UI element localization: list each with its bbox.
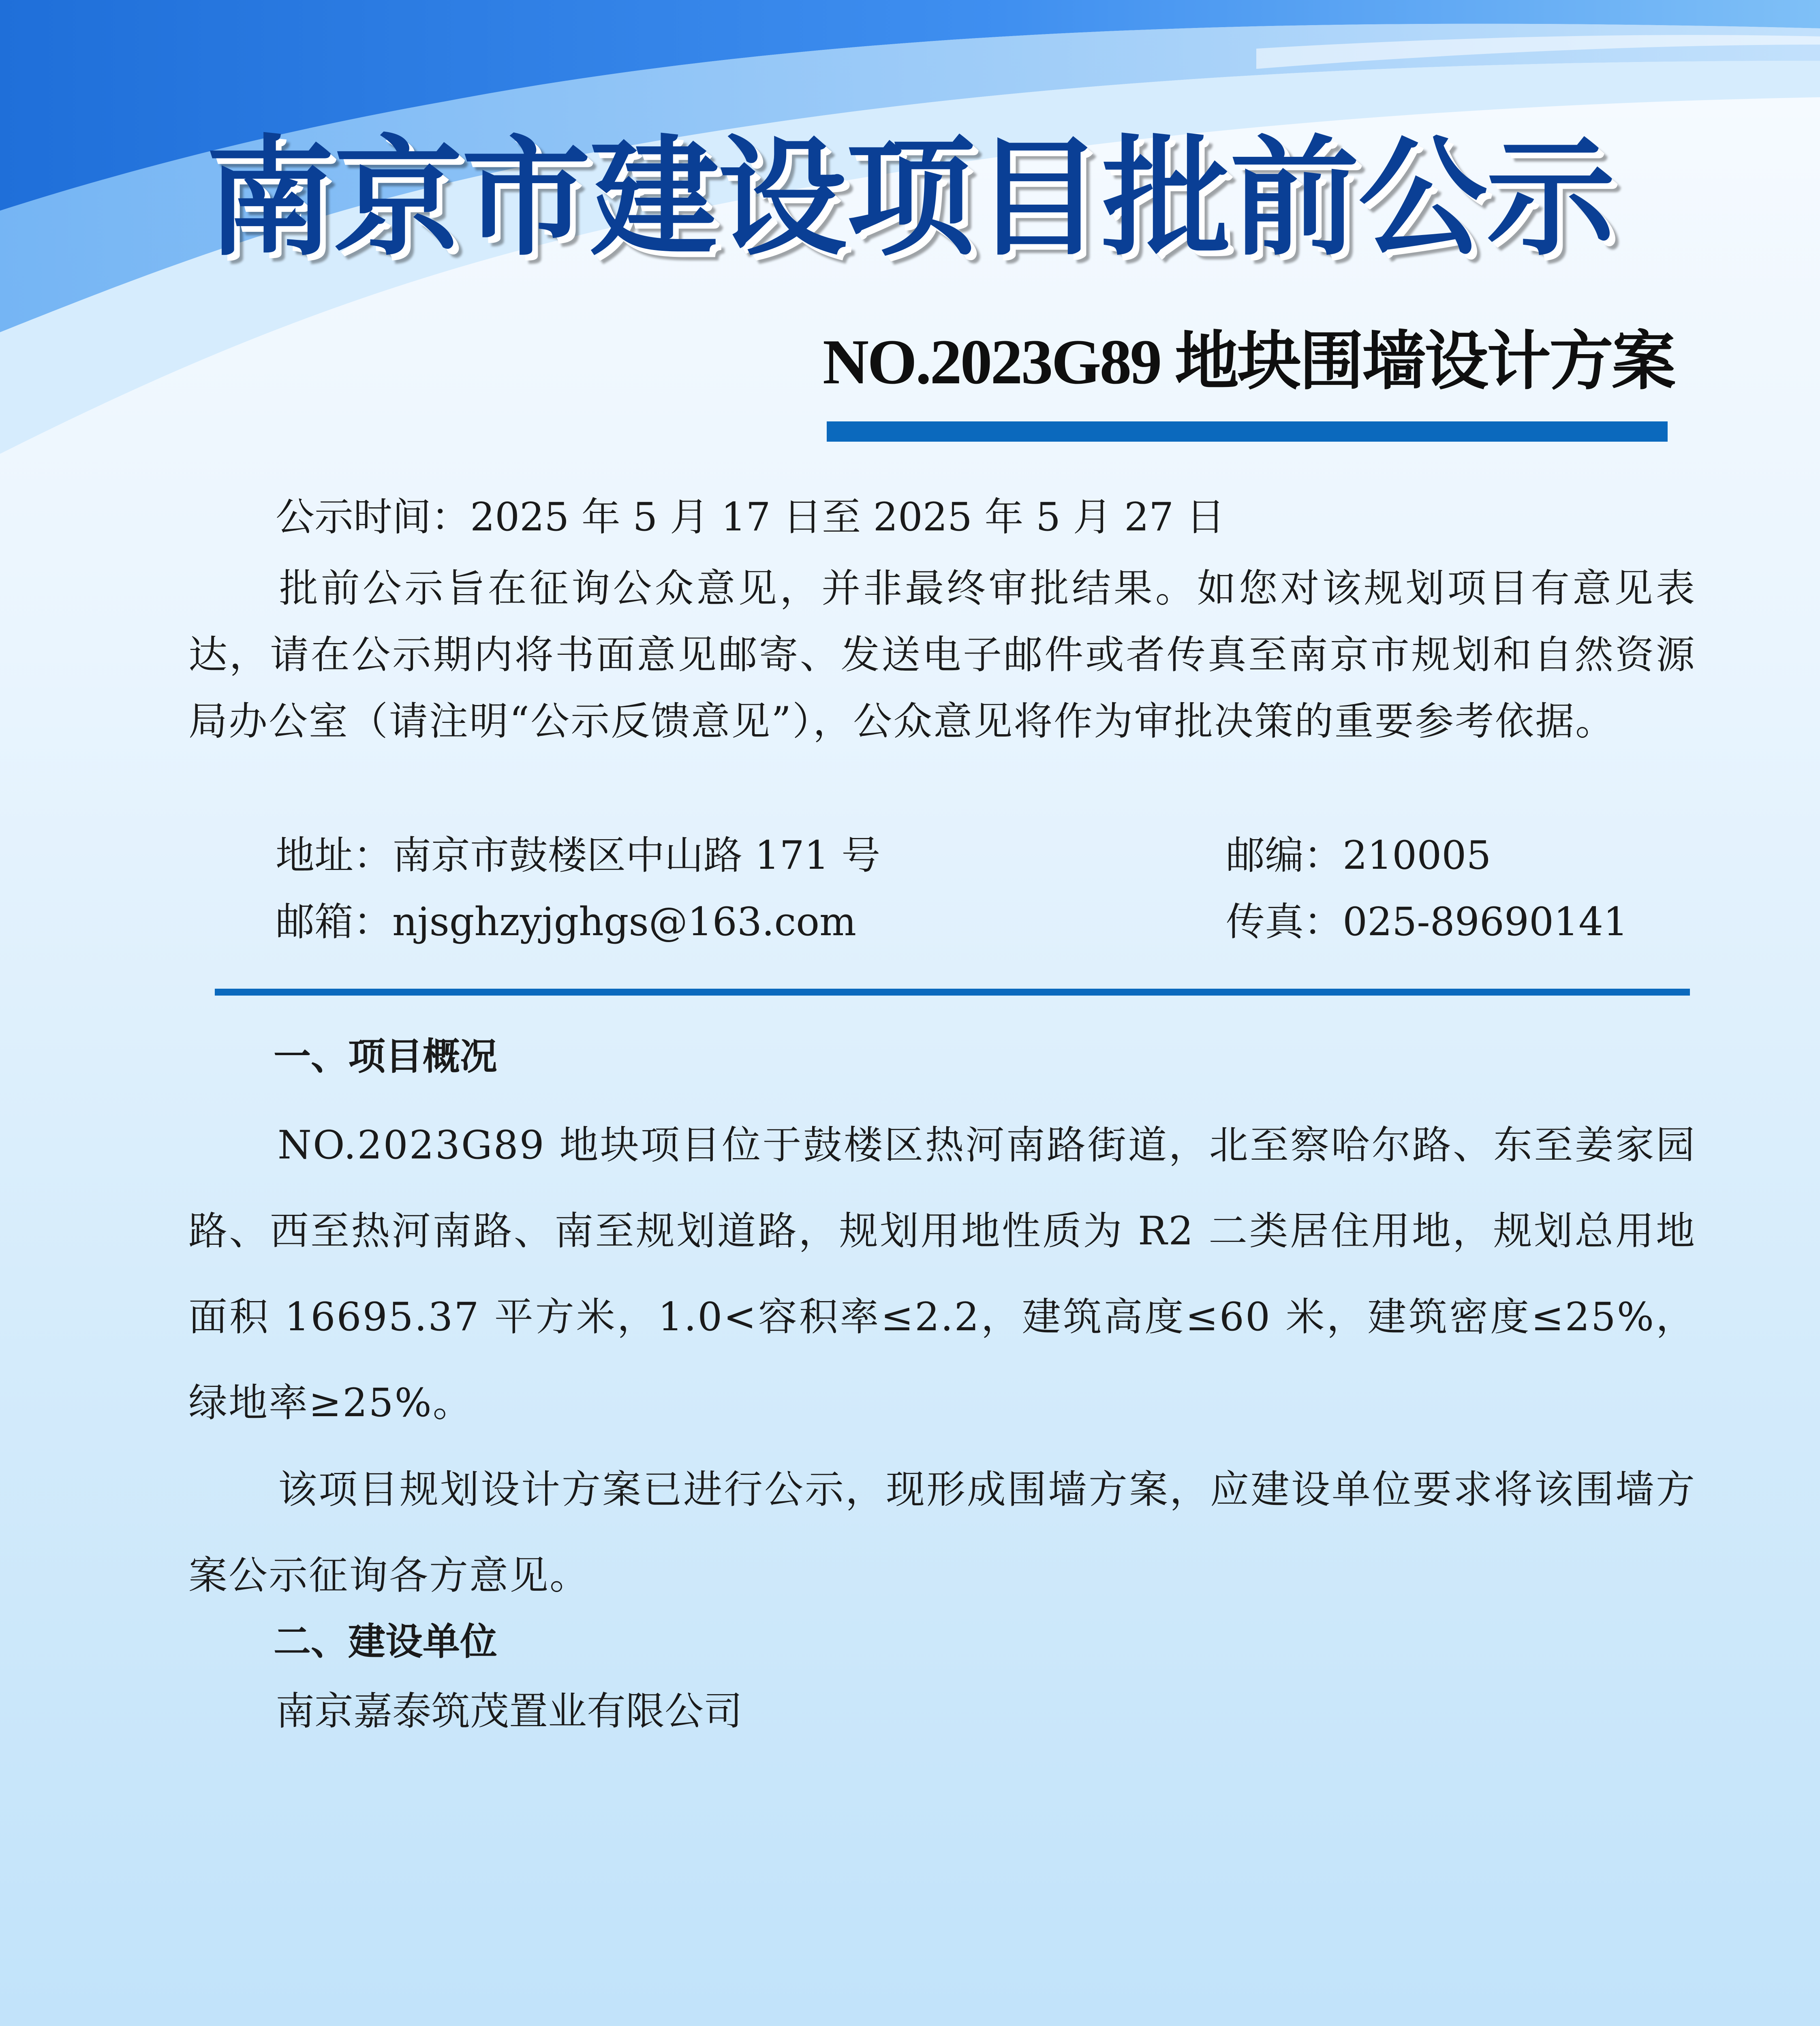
developer-name: 南京嘉泰筑茂置业有限公司	[276, 1688, 742, 1734]
notice-email: 邮箱：njsghzyjghgs@163.com	[276, 899, 857, 945]
notice-text	[188, 555, 1696, 754]
section-heading-developer: 二、建设单位	[274, 1620, 498, 1663]
overview-paragraph	[188, 1447, 1696, 1618]
subtitle-underline	[827, 421, 1668, 442]
page-title: 南京市建设项目批前公示	[205, 123, 1615, 273]
overview-paragraph-text: NO.2023G89 地块项目位于鼓楼区热河南路街道，北至察哈尔路、东至姜家园路、西至热河南路、南至规划道路，规划用地性质为 R2 二类居住用地，规划总用地面积 16695.37 平方米，1.0<容积率≤2.2，建筑高度≤60 米，建筑密度≤25%，绿地率≥25%。	[188, 1122, 1696, 1425]
notice-address: 地址：南京市鼓楼区中山路 171 号	[276, 833, 881, 878]
notice-text-content: 批前公示旨在征询公众意见，并非最终审批结果。如您对该规划项目有意见表达，请在公示期内将书面意见邮寄、发送电子邮件或者传真至南京市规划和自然资源局办公室（请注明“公示反馈意见”），公众意见将作为审批决策的重要参考依据。	[188, 566, 1696, 744]
notice-period: 公示时间：2025 年 5 月 17 日至 2025 年 5 月 27 日	[276, 494, 1225, 540]
overview-paragraph	[188, 1102, 1696, 1446]
notice-fax: 传真：025-89690141	[1226, 899, 1628, 945]
project-subtitle: NO.2023G89 地块围墙设计方案	[823, 327, 1674, 398]
section-divider	[215, 989, 1690, 996]
section-heading-overview: 一、项目概况	[274, 1035, 498, 1078]
overview-paragraph-text: 该项目规划设计方案已进行公示，现形成围墙方案，应建设单位要求将该围墙方案公示征询各方意见。	[188, 1467, 1696, 1598]
notice-postcode: 邮编：210005	[1226, 833, 1491, 878]
